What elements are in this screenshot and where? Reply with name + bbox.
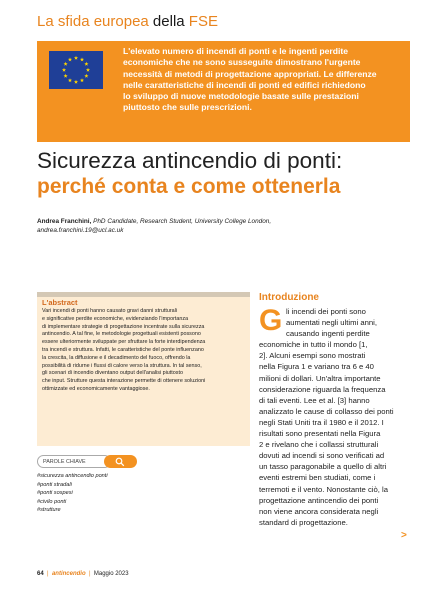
intro-title: Introduzione (259, 292, 319, 303)
eu-star-icon (64, 62, 68, 66)
issue-date: Maggio 2023 (93, 571, 129, 577)
eu-flag-icon (49, 51, 103, 89)
summary-banner (37, 41, 410, 142)
continue-arrow-icon: > (401, 530, 407, 541)
intro-line: eventi estremi ben studiati, come i (259, 473, 376, 483)
abstract-title: L'abstract (42, 298, 78, 307)
magazine-brand: antincendio (51, 571, 86, 577)
eu-star-icon (74, 56, 78, 60)
keywords-label: PAROLE CHIAVE (37, 455, 111, 468)
keywords-search-button[interactable] (104, 455, 137, 468)
eu-stars-icon (49, 51, 103, 89)
banner-text (123, 46, 403, 114)
abstract-line: possibilità di ridurne i flussi di calore verso la struttura. In tal senso, (42, 362, 202, 369)
eu-star-icon (68, 78, 72, 82)
eu-star-icon (64, 74, 68, 78)
author-info (37, 217, 271, 235)
intro-line: risultati sono presentati nella Figura (259, 429, 381, 439)
footer-separator: | (87, 571, 93, 577)
intro-line: standard di progettazione. (259, 517, 348, 527)
intro-line: milioni di dollari. Un'altra importante (259, 373, 381, 383)
banner-line: lo sviluppo di nuove metodologie basate sulle prestazioni (123, 91, 359, 102)
banner-line: economiche che ne sono susseguite dimostrano l'urgente (123, 57, 361, 68)
page-number: 64 (37, 571, 44, 577)
abstract-line: e significative perdite economiche, evidenziando l'importanza (42, 315, 189, 322)
author-email: andrea.franchini.19@ucl.ac.uk (37, 227, 124, 234)
intro-line: progettazione antincendio dei ponti (259, 495, 379, 505)
eu-star-icon (62, 68, 66, 72)
banner-line: necessità di metodi di progettazione appropriati. Le differenze (123, 68, 377, 79)
abstract-line: che input. Strutture questa interazione permette di ottenere soluzioni (42, 378, 206, 385)
eu-star-icon (80, 78, 84, 82)
abstract-line: di implementare strategie di progettazione incentrate sulla sicurezza (42, 323, 205, 330)
intro-line: li incendi dei ponti sono (286, 307, 366, 316)
intro-lines (259, 339, 414, 528)
intro-line: economiche in tutto il mondo [1, (259, 340, 368, 350)
author-affiliation: PhD Candidate, Research Student, University College London, (91, 218, 272, 225)
abstract-line: Vari incendi di ponti hanno causato gravi danni strutturali (42, 308, 178, 314)
eu-star-icon (84, 62, 88, 66)
keyword-item: #strutture (37, 507, 61, 513)
abstract-line: essere ulteriormente sviluppate per sfruttare la forte interdipendenza (42, 339, 206, 346)
keyword-item: #ponti sospesi (37, 490, 73, 496)
abstract-top-bar (37, 292, 250, 297)
intro-line: terremoti e il vento. Nonostante ciò, la (259, 484, 389, 494)
keyword-item: #sicurezza antincendio ponti (37, 473, 108, 479)
author-name: Andrea Franchini, (37, 218, 92, 225)
eu-star-icon (84, 74, 88, 78)
intro-body (259, 306, 414, 528)
abstract-line: tra incendi e struttura. Infatti, le caratteristiche del ponte influenzano (42, 346, 204, 353)
dropcap-letter: G (259, 304, 283, 337)
headline-line-2: perché conta e come ottenerla (37, 175, 341, 198)
series-title-pre: La sfida europea (37, 13, 153, 30)
keyword-item: #ponti stradali (37, 481, 72, 488)
series-title-post: FSE (184, 13, 218, 30)
intro-line: dovuti ad incendi si sono verificati ad (259, 451, 385, 461)
series-title-mid: della (152, 13, 185, 30)
intro-line: considerazione riguarda la frequenza (259, 384, 386, 394)
eu-star-icon (80, 57, 84, 61)
abstract-line: la crescita, la diffusione e il decadimento del fuoco, offrendo la (42, 354, 191, 361)
intro-line: non viene ancora considerata negli (259, 506, 379, 516)
intro-line: negli Stati Uniti tra il 1980 e il 2012. I (259, 417, 384, 427)
intro-line: analizzato le cause di collasso dei ponti (259, 406, 394, 416)
abstract-line: ottimizzate ed economicamente vantaggiose. (42, 385, 150, 392)
article-headline (37, 148, 417, 200)
headline-line-1: Sicurezza antincendio di ponti: (37, 148, 343, 173)
intro-line: 2 e rivelano che i collassi strutturali (259, 440, 379, 450)
keywords-search (37, 455, 137, 469)
eu-star-icon (86, 68, 90, 72)
abstract-box (37, 292, 250, 446)
abstract-line: antincendio. A tal fine, le metodologie progettuali esistenti possono (42, 331, 201, 338)
intro-line: nella Figura 1 e variano tra 6 e 40 (259, 362, 374, 372)
banner-line: L'elevato numero di incendi di ponti e le ingenti perdite (123, 46, 349, 56)
intro-line: 2]. Alcuni esempi sono mostrati (259, 351, 366, 361)
eu-star-icon (74, 80, 78, 84)
intro-line: di tali eventi. Lee et al. [3] hanno (259, 395, 370, 405)
abstract-text (42, 308, 247, 394)
keywords-list (37, 472, 108, 515)
banner-line: nelle caratteristiche di incendi di ponti ed edifici richiedono (123, 79, 366, 90)
intro-line: causando ingenti perdite (286, 329, 370, 339)
abstract-line: gli scenari di incendio diventano output dell'analisi piuttosto (42, 370, 183, 377)
series-title (37, 13, 218, 30)
banner-line: piuttosto che sulle prescrizioni. (123, 102, 252, 113)
intro-line: aumentati negli ultimi anni, (286, 318, 378, 328)
keyword-item: #civilo ponti (37, 498, 67, 505)
page-footer (37, 571, 129, 577)
intro-line: un tasso paragonabile a quello di altri (259, 462, 387, 472)
search-icon (115, 457, 125, 467)
footer-separator: | (45, 571, 51, 577)
eu-star-icon (68, 57, 72, 61)
